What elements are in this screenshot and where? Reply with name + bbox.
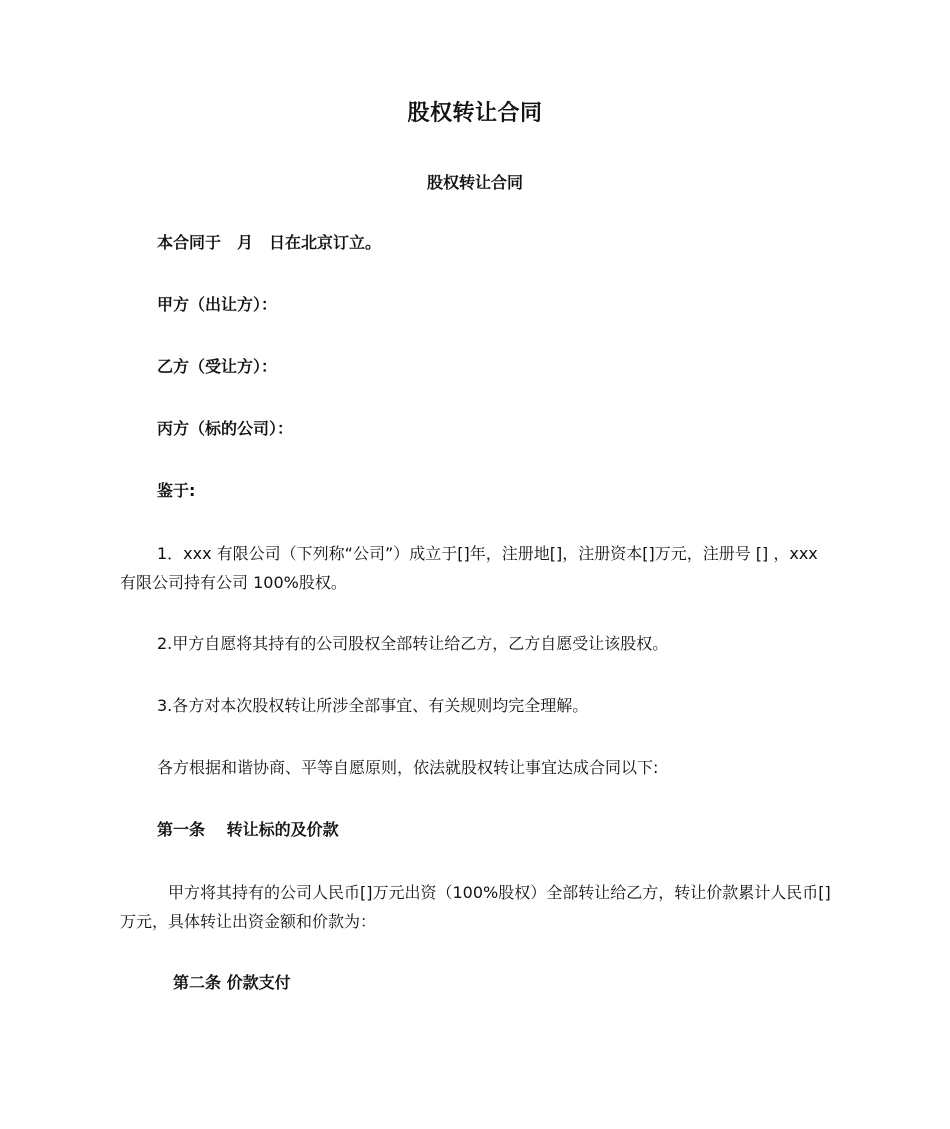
- article-2-heading: 第二条 价款支付: [173, 973, 291, 992]
- document-subtitle: 股权转让合同: [426, 173, 523, 192]
- agreement-statement: 各方根据和谐协商、平等自愿原则，依法就股权转让事宜达成合同以下:: [157, 758, 659, 777]
- whereas-heading: 鉴于:: [157, 481, 196, 500]
- whereas-item-1: 1．xxx 有限公司（下列称“公司”）成立于[]年，注册地[]，注册资本[]万元，注册号 [] ，xxx 有限公司持有公司 100%股权。: [120, 544, 818, 592]
- article-1-heading: 第一条 转让标的及价款: [157, 820, 339, 839]
- party-b-label: 乙方（受让方）：: [157, 357, 278, 376]
- party-c-label: 丙方（标的公司）：: [157, 419, 294, 438]
- whereas-item-2: 2.甲方自愿将其持有的公司股权全部转让给乙方，乙方自愿受让该股权。: [157, 634, 669, 653]
- article-1-body: 甲方将其持有的公司人民币[]万元出资（100%股权）全部转让给乙方，转让价款累计人民币[]万元，具体转让出资金额和价款为：: [120, 883, 831, 931]
- party-a-label: 甲方（出让方）：: [157, 295, 278, 314]
- whereas-item-3: 3.各方对本次股权转让所涉全部事宜、有关规则均完全理解。: [157, 696, 589, 715]
- document-title: 股权转让合同: [407, 101, 543, 126]
- contract-date-line: 本合同于 月 日在北京订立。: [157, 233, 382, 252]
